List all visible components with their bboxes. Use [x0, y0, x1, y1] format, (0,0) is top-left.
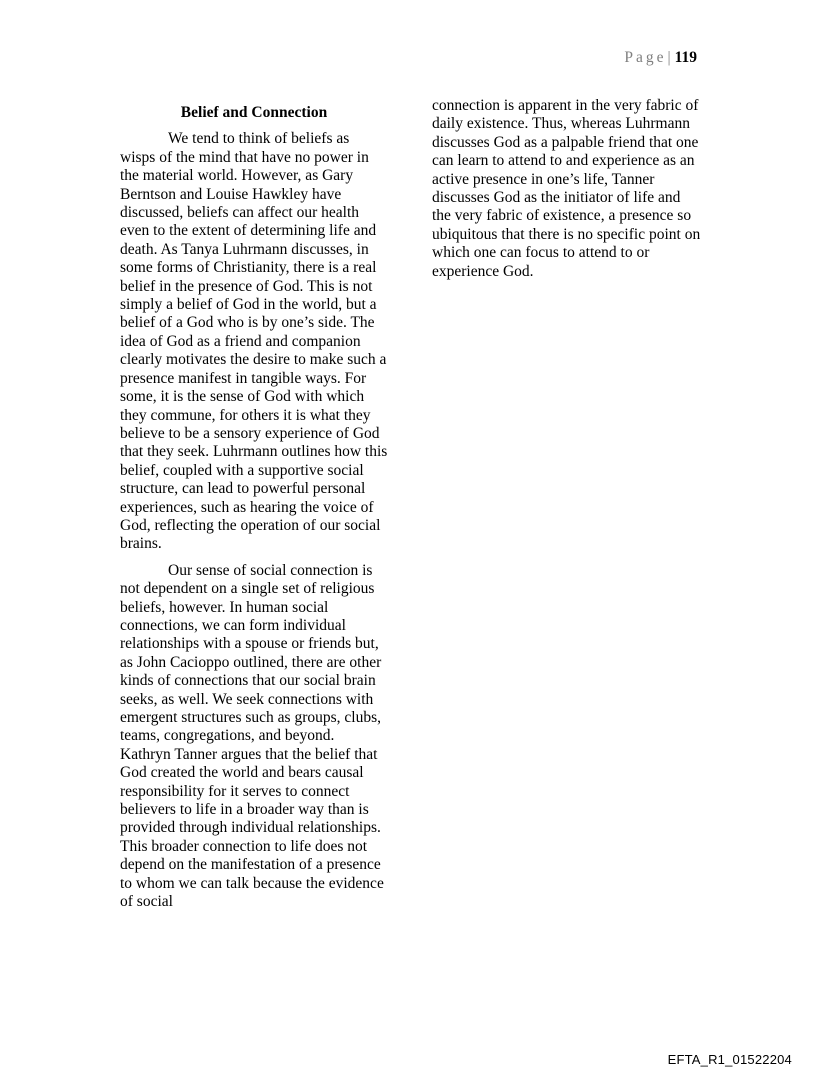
- document-id: EFTA_R1_01522204: [667, 1052, 792, 1067]
- body-paragraph-2-continued: connection is apparent in the very fabric of daily existence. Thus, whereas Luhrmann discusses God as a palpable friend that one can learn to attend to and experience as an active presence in one’s life, Tanner discusses God as the initiator of life and the very fabric of existence, a presence so ubiquitous that there is no specific point on which one can focus to attend to or experience God.: [432, 97, 701, 280]
- body-paragraph-2: Our sense of social connection is not dependent on a single set of religious beliefs, however. In human social connections, we can form individual relationships with a spouse or friends but, as John Cacioppo outlined, there are other kinds of connections that our social brain seeks, as well. We seek connections with emergent structures such as groups, clubs, teams, congregations, and beyond. Kathryn Tanner argues that the belief that God created the world and bears causal responsibility for it serves to connect believers to life in a broader way than is provided through individual relationships. This broader connection to life does not depend on the manifestation of a presence to whom we can talk because the evidence of social: [120, 561, 384, 911]
- page-header: [624, 49, 697, 67]
- left-column: [120, 104, 388, 919]
- body-paragraph-1: We tend to think of beliefs as wisps of the mind that have no power in the material world. However, as Gary Berntson and Louise Hawkley have discussed, beliefs can affect our health even to the extent of determining life and death. As Tanya Luhrmann discusses, in some forms of Christianity, there is a real belief in the presence of God. This is not simply a belief of God in the world, but a belief of a God who is by one’s side. The idea of God as a friend and companion clearly motivates the desire to make such a presence manifest in tangible ways. For some, it is the sense of God with which they commune, for others it is what they believe to be a sensory experience of God that they seek. Luhrmann outlines how this belief, coupled with a supportive social structure, can lead to powerful personal experiences, such as hearing the voice of God, reflecting the operation of our social brains.: [120, 130, 388, 553]
- right-column: [432, 97, 702, 289]
- section-heading: Belief and Connection: [180, 104, 328, 121]
- page-separator: |: [667, 49, 671, 66]
- page-number: 119: [674, 49, 697, 66]
- page-label: Page: [624, 49, 667, 66]
